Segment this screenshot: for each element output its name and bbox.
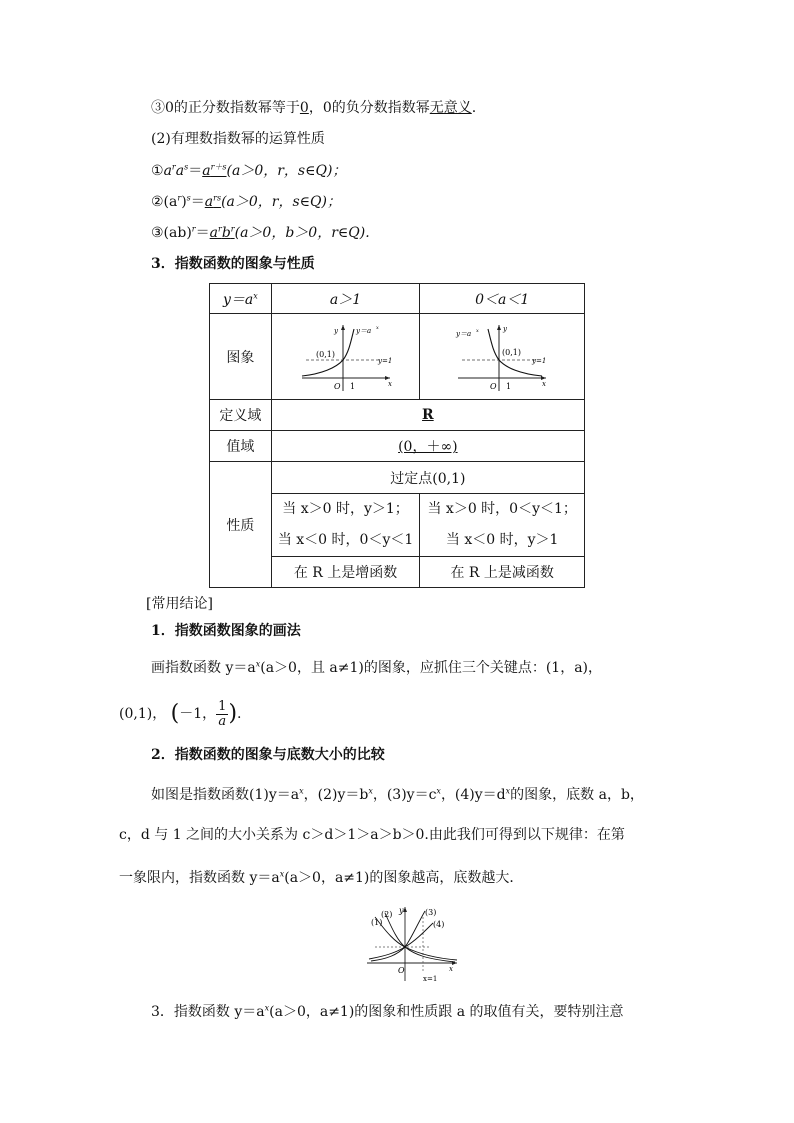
- lt1-monotonic: 在 R 上是减函数: [420, 557, 585, 588]
- gt1-monotonic: 在 R 上是增函数: [271, 557, 420, 588]
- g2-label-point: (0,1): [502, 347, 522, 357]
- fig-label-4: (4): [433, 920, 445, 929]
- table-row-graph-label: 图象: [210, 314, 272, 400]
- rule-3-line: [151, 99, 476, 117]
- p1-lead: ①: [151, 163, 164, 179]
- fig-label-x1: x=1: [423, 975, 438, 983]
- range-value: (0，＋∞): [271, 431, 584, 462]
- fig-label-2: (2): [381, 910, 393, 919]
- p2-exp2: s: [186, 193, 191, 203]
- rule-3-text-c: ，0的负分数指数幂: [308, 100, 430, 116]
- p1-exp2: s: [184, 162, 189, 172]
- p1-base: a: [163, 163, 172, 179]
- p1-ans-exp: r＋s: [210, 162, 227, 172]
- graph-a-gt1: [296, 321, 396, 393]
- c1-text-a: 画指数函数 y＝a: [151, 660, 256, 676]
- c2-p3-b: (a＞0，a≠1)的图象越高，底数越大．: [284, 870, 524, 886]
- g1-label-y: y: [333, 326, 338, 335]
- g1-label-x: x: [387, 379, 392, 388]
- property-2: [151, 193, 341, 211]
- property-1: [151, 162, 346, 180]
- conclusion-1-line2: [119, 696, 242, 732]
- g2-label-o: O: [490, 381, 497, 391]
- table-row-props-label: 性质: [210, 462, 272, 588]
- c1-dot: .: [237, 706, 242, 722]
- p3-ans-exp2: r: [230, 224, 235, 234]
- gt1-negative: 当 x＜0 时，0＜y＜1: [277, 532, 414, 548]
- c2-p1-e: 的图象，底数 a，b，: [510, 787, 644, 803]
- figure-four-curves: [365, 903, 465, 985]
- common-conclusions-label: [常用结论]: [146, 596, 213, 612]
- head-fn-text: y＝a: [222, 291, 254, 308]
- table-head-a-gt1: a＞1: [271, 284, 420, 314]
- g2-label-1: 1: [506, 381, 512, 391]
- gt1-positive: 当 x＞0 时，y＞1；: [282, 501, 409, 517]
- p3-exp1: r: [191, 224, 196, 234]
- c1-text-b: (a＞0，且 a≠1)的图象，应抓住三个关键点：(1，a)，: [260, 660, 603, 676]
- props-a-gt1: [271, 494, 420, 557]
- g1-label-1: 1: [349, 381, 355, 391]
- g1-label-curve: y＝a: [355, 326, 371, 335]
- props-a-lt1: [420, 494, 585, 557]
- p2-exp1: r: [177, 193, 182, 203]
- c3-text-exp: x: [264, 1003, 270, 1013]
- c1-fraction: [216, 700, 228, 729]
- c1-text-exp: x: [255, 659, 261, 669]
- head-fn-exp: x: [253, 290, 258, 300]
- p2-ans-exp: rs: [213, 193, 222, 203]
- conclusion-3-text: [151, 1003, 624, 1021]
- c2-p3-exp: x: [279, 869, 285, 879]
- graph-a-lt1-cell: [420, 314, 585, 400]
- c2-p1-exp-c: x: [436, 786, 441, 796]
- p1-eq: ＝: [188, 163, 203, 179]
- p2-ans: a: [204, 194, 214, 210]
- fig-label-x: x: [449, 965, 453, 973]
- graph-a-lt1: [452, 321, 552, 393]
- conclusion-2-title: 2．指数函数的图象与底数大小的比较: [151, 747, 385, 763]
- section-3-heading: 3．指数函数的图象与性质: [151, 256, 315, 272]
- c2-p1-c: ，(3)y＝c: [372, 787, 437, 803]
- fixed-point: 过定点(0,1): [271, 462, 584, 494]
- p1-mid: a: [175, 163, 185, 179]
- c2-p1-exp-b: x: [368, 786, 373, 796]
- p3-ans2: b: [221, 225, 231, 241]
- g2-label-y1: y=1: [532, 356, 547, 365]
- p1-ans: a: [202, 163, 211, 179]
- table-head-function: [210, 284, 272, 314]
- c1-frac-num: 1: [218, 698, 227, 714]
- g1-label-y1: y=1: [377, 356, 392, 365]
- c1-paren-right: ): [228, 701, 238, 726]
- conclusion-2-para-line3: [119, 869, 523, 887]
- c3-text-a: 3．指数函数 y＝a: [151, 1004, 265, 1020]
- rule-3-blank-zero: 0: [299, 100, 309, 116]
- exp-function-table: [209, 283, 585, 588]
- conclusion-1-text: [151, 659, 602, 677]
- p2-cond: (a＞0，r，s∈Q)；: [221, 194, 341, 210]
- p3-cond: (a＞0，b＞0，r∈Q).: [234, 225, 370, 241]
- p3-ans-exp1: r: [217, 224, 222, 234]
- g2-label-curve-exp: x: [476, 327, 480, 334]
- g1-label-point: (0,1): [315, 349, 335, 359]
- fig-label-y: y: [399, 906, 404, 915]
- p2-lead: ②(a: [151, 194, 178, 210]
- table-head-a-lt1: 0＜a＜1: [420, 284, 585, 314]
- rule-3-text-a: ③0的正分数指数幂等于: [151, 100, 300, 116]
- fig-label-1: (1): [371, 918, 383, 927]
- p3-lead: ③(ab): [151, 225, 192, 241]
- conclusion-2-para-line1: [151, 786, 644, 804]
- domain-value: R: [271, 400, 584, 431]
- g1-label-curve-exp: x: [375, 324, 379, 331]
- heading-2: (2)有理数指数幂的运算性质: [151, 131, 325, 147]
- c2-p1-a: 如图是指数函数(1)y＝a: [151, 787, 300, 803]
- graph-a-gt1-cell: [271, 314, 420, 400]
- conclusion-1-title: 1．指数函数图象的画法: [151, 623, 301, 639]
- g1-label-o: O: [333, 381, 341, 391]
- rule-3-blank-undefined: 无意义: [429, 100, 472, 116]
- fig-label-3: (3): [425, 908, 437, 917]
- c1-paren-left: (: [170, 701, 180, 726]
- p2-eq: ＝: [190, 194, 205, 210]
- property-3: [151, 224, 370, 242]
- table-row-domain-label: 定义域: [210, 400, 272, 431]
- p1-exp1: r: [171, 162, 176, 172]
- g2-label-y: y: [503, 324, 508, 333]
- c3-text-b: (a＞0，a≠1)的图象和性质跟 a 的取值有关，要特别注意: [269, 1004, 624, 1020]
- p3-eq: ＝: [195, 225, 210, 241]
- c2-p1-exp-d: x: [505, 786, 511, 796]
- lt1-negative: 当 x＜0 时，y＞1: [445, 532, 559, 548]
- fig-label-o: O: [398, 966, 405, 975]
- c1-minus-one: －1，: [179, 706, 217, 722]
- lt1-positive: 当 x＞0 时，0＜y＜1；: [427, 501, 577, 517]
- conclusion-2-para-line2: c，d 与 1 之间的大小关系为 c＞d＞1＞a＞b＞0.由此我们可得到以下规律：在第: [119, 827, 625, 843]
- c2-p1-exp-a: x: [299, 786, 304, 796]
- c1-point-01: (0,1)，: [119, 706, 167, 722]
- p3-ans1: a: [209, 225, 218, 241]
- p1-cond: (a＞0，r，s∈Q)；: [226, 163, 347, 179]
- c1-frac-den: a: [218, 713, 227, 729]
- g2-label-x: x: [542, 379, 547, 388]
- c2-p1-d: ，(4)y＝d: [440, 787, 506, 803]
- g2-label-curve: y＝a: [456, 329, 472, 338]
- c2-p3-a: 一象限内，指数函数 y＝a: [119, 870, 280, 886]
- rule-3-period: .: [471, 100, 477, 116]
- p2-close: ): [181, 194, 187, 210]
- c2-p1-b: ，(2)y＝b: [303, 787, 369, 803]
- table-row-range-label: 值域: [210, 431, 272, 462]
